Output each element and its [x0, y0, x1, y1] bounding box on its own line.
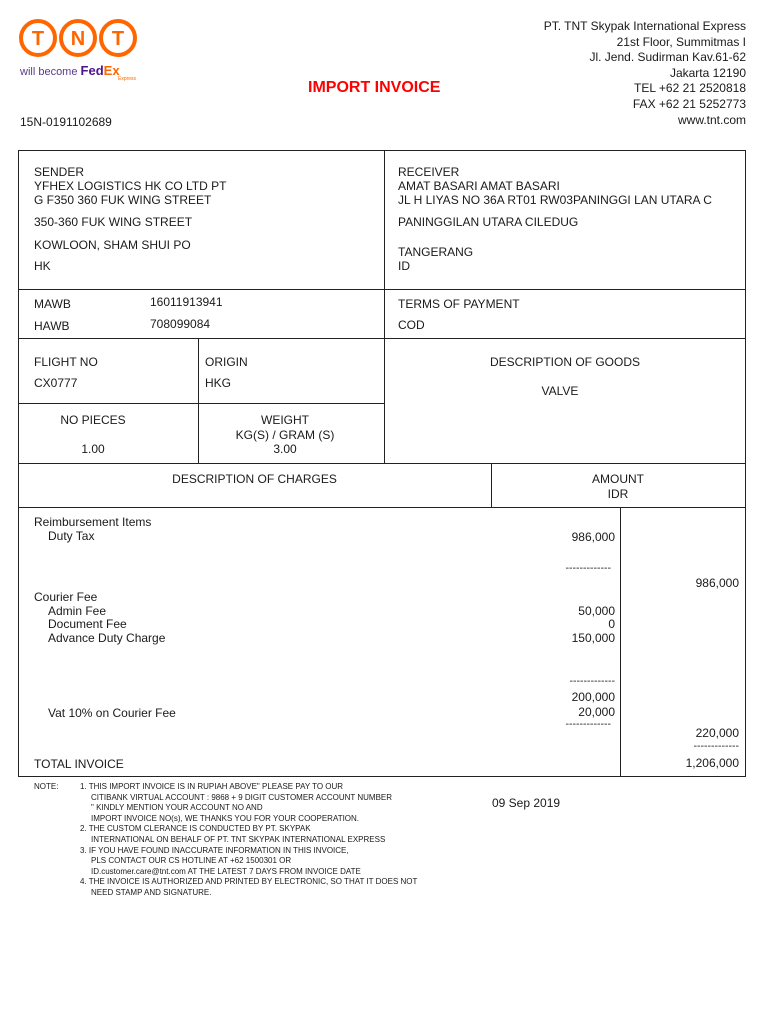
total-invoice-amount: 1,206,000 [685, 756, 739, 770]
duty-tax-label: Duty Tax [48, 529, 95, 543]
weight-value: 3.00 [273, 442, 297, 456]
receiver-label: RECEIVER [398, 165, 460, 179]
document-fee-amount: 0 [608, 617, 615, 631]
separator-line: ------------- [565, 718, 611, 730]
weight-label: WEIGHT [261, 413, 309, 427]
company-address-line2: Jl. Jend. Sudirman Kav.61-62 [589, 50, 746, 65]
page-title: IMPORT INVOICE [308, 79, 441, 96]
sender-label: SENDER [34, 165, 85, 179]
sender-address-1: G F350 360 FUK WING STREET [34, 193, 212, 207]
fedex-fed: Fed [80, 63, 104, 78]
note-line: 1. THIS IMPORT INVOICE IS IN RUPIAH ABOVE" PLEASE PAY TO OUR [80, 782, 344, 791]
flight-value: CX0777 [34, 376, 78, 390]
hawb-label: HAWB [34, 319, 70, 333]
reimbursement-heading: Reimbursement Items [34, 515, 152, 529]
company-fax: FAX +62 21 5252773 [632, 96, 746, 111]
admin-fee-amount: 50,000 [578, 604, 615, 618]
note-line: 4. THE INVOICE IS AUTHORIZED AND PRINTED BY ELECTRONIC, SO THAT IT DOES NOT [80, 877, 418, 887]
note-line: PLS CONTACT OUR CS HOTLINE AT +62 1500301 OR [91, 856, 292, 866]
tagline-text: will become [20, 66, 78, 78]
company-address-line3: Jakarta 12190 [669, 65, 746, 80]
note-line: IMPORT INVOICE NO(s), WE THANKS YOU FOR YOUR COOPERATION. [91, 813, 360, 823]
admin-fee-label: Admin Fee [48, 604, 107, 618]
currency-header: IDR [607, 487, 629, 501]
courier-fee-heading: Courier Fee [34, 590, 98, 604]
note-line: 3. IF YOU HAVE FOUND INACCURATE INFORMATION IN THIS INVOICE, [80, 845, 349, 855]
mawb-label: MAWB [34, 297, 71, 311]
vat-label: Vat 10% on Courier Fee [48, 706, 176, 720]
invoice-number: 15N-0191102689 [20, 115, 112, 129]
receiver-address-2: PANINGGILAN UTARA CILEDUG [398, 215, 579, 229]
note-line: ID.customer.care@tnt.com AT THE LATEST 7 DAYS FROM INVOICE DATE [91, 866, 361, 876]
note-label: NOTE: [34, 782, 59, 791]
company-name: PT. TNT Skypak International Express [543, 19, 746, 33]
company-web: www.tnt.com [677, 112, 746, 127]
total-invoice-label: TOTAL INVOICE [34, 757, 124, 771]
svg-text:N: N [70, 28, 86, 50]
flight-label: FLIGHT NO [34, 355, 98, 369]
sender-country: HK [34, 259, 51, 273]
pieces-value: 1.00 [81, 442, 105, 456]
fedex-express: Express [118, 76, 137, 82]
company-address-line1: 21st Floor, Summitmas I [616, 34, 746, 49]
pieces-label: NO PIECES [60, 413, 126, 427]
separator-line: ------------- [693, 740, 739, 752]
sender-name: YFHEX LOGISTICS HK CO LTD PT [34, 179, 227, 193]
amount-header: AMOUNT [592, 472, 644, 486]
invoice-date: 09 Sep 2019 [492, 796, 561, 810]
sender-section [34, 165, 226, 207]
note-line: CITIBANK VIRTUAL ACCOUNT : 9868 + 9 DIGIT CUSTOMER ACCOUNT NUMBER [91, 792, 393, 802]
svg-text:T: T [31, 28, 45, 50]
weight-unit: KG(S) / GRAM (S) [235, 428, 335, 442]
terms-value: COD [398, 318, 425, 332]
svg-text:T: T [111, 28, 125, 50]
charges-description-header: DESCRIPTION OF CHARGES [172, 472, 337, 486]
sender-city: KOWLOON, SHAM SHUI PO [34, 238, 191, 252]
document-fee-label: Document Fee [48, 617, 127, 631]
separator-line: ------------- [565, 562, 611, 574]
company-address [544, 19, 746, 128]
note-line: INTERNATIONAL ON BEHALF OF PT. TNT SKYPAK INTERNATIONAL EXPRESS [91, 834, 386, 844]
terms-label: TERMS OF PAYMENT [398, 297, 520, 311]
reimbursement-total: 986,000 [695, 576, 739, 590]
notes-list [80, 782, 417, 899]
tnt-logo [18, 18, 138, 58]
note-line: " KINDLY MENTION YOUR ACCOUNT NO AND [91, 803, 263, 813]
duty-tax-amount: 986,000 [571, 530, 615, 544]
note-line: NEED STAMP AND SIGNATURE. [91, 887, 212, 897]
origin-label: ORIGIN [205, 355, 248, 369]
advance-duty-amount: 150,000 [571, 631, 615, 645]
company-tel: TEL +62 21 2520818 [634, 81, 746, 96]
fedex-tagline [20, 63, 137, 82]
courier-total: 220,000 [695, 726, 739, 740]
mawb-value: 16011913941 [150, 295, 223, 309]
note-line: 2. THE CUSTOM CLERANCE IS CONDUCTED BY PT. SKYPAK [80, 824, 311, 834]
receiver-section [398, 165, 560, 193]
goods-value: VALVE [541, 384, 579, 398]
separator-line: ------------- [569, 675, 615, 687]
courier-subtotal: 200,000 [571, 690, 615, 704]
receiver-city: TANGERANG [398, 245, 474, 259]
sender-address-2: 350-360 FUK WING STREET [34, 215, 193, 229]
origin-value: HKG [205, 376, 232, 390]
receiver-name: AMAT BASARI AMAT BASARI [398, 179, 560, 193]
hawb-value: 708099084 [150, 317, 211, 331]
goods-label: DESCRIPTION OF GOODS [489, 355, 640, 369]
receiver-country: ID [398, 259, 410, 273]
vat-amount: 20,000 [578, 705, 615, 719]
receiver-address-1: JL H LIYAS NO 36A RT01 RW03PANINGGI LAN UTARA C [398, 193, 712, 207]
fedex-ex: Ex [103, 63, 120, 78]
advance-duty-label: Advance Duty Charge [48, 631, 166, 645]
